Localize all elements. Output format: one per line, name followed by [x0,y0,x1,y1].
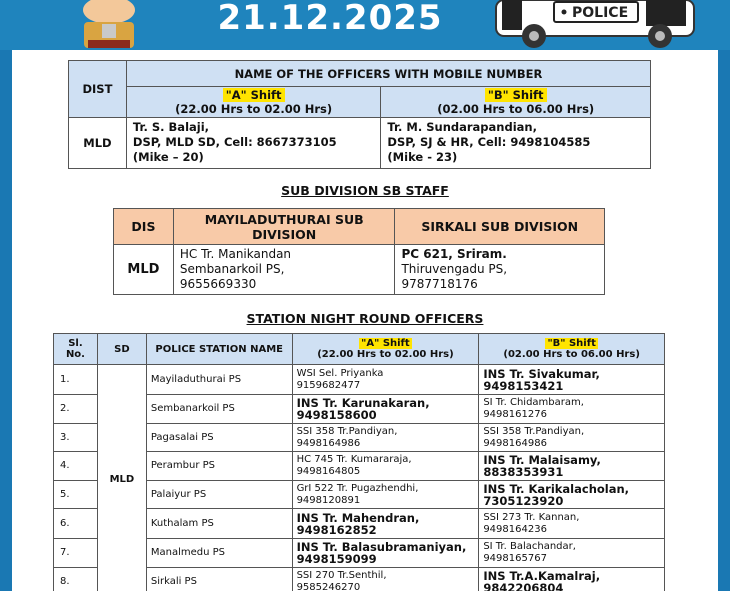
police-station-cell: Pagasalai PS [146,424,292,452]
police-station-cell: Palaiyur PS [146,481,292,509]
shift-a-officer-cell [292,395,479,424]
shift-b-name: "B" Shift [547,338,596,349]
officer-phone: 8838353931 [483,465,564,479]
shift-b-hours: (02.00 Hrs to 06.00 Hrs) [437,102,595,116]
shift-a-officer-cell [292,539,479,568]
mayil-staff-cell [173,245,395,295]
officer-name: INS Tr. Balasubramaniyan, [296,540,467,554]
officer-phone: 9498153421 [483,378,564,393]
sirkali-staff-cell [395,245,605,295]
sb-staff-title: SUB DIVISION SB STAFF [281,183,449,198]
officer-name: SSI 358 Tr.Pandiyan, [296,425,398,437]
shift-b-header [381,87,651,118]
col-sd-header: SD [97,334,146,365]
officer-phone: 9498164236 [483,523,547,535]
sno-cell: 3. [54,424,98,452]
shift-a-officer-cell [292,481,479,509]
police-station-cell: Mayiladuthurai PS [146,365,292,395]
police-station-cell: Kuthalam PS [146,509,292,539]
sno-cell: 2. [54,395,98,424]
shift-a-officer-cell [292,452,479,481]
officer-name: SSI 270 Tr.Senthil, [296,569,387,581]
shift-a-name: "A" Shift [223,88,285,102]
officer-phone: 9498120891 [296,494,361,506]
officer-phone: 9498158600 [296,408,377,422]
shift-b-officer-cell [479,509,665,539]
shift-a-officer-cell [292,365,479,395]
officer-name: HC 745 Tr. Kumararaja, [296,454,412,465]
sno-cell: 7. [54,539,98,568]
night-round-title: STATION NIGHT ROUND OFFICERS [246,311,484,326]
officer-phone: 9498161276 [483,409,547,420]
officer-name: SSI 358 Tr.Pandiyan, [483,425,585,437]
officer-name: INS Tr. Karikalacholan, [483,481,630,496]
officer-line: (Mike - 23) [387,150,458,164]
shift-b-officer [381,118,651,169]
col-sirkali-header: SIRKALI SUB DIVISION [395,209,605,245]
officer-name: SSI 273 Tr. Kannan, [483,511,580,523]
sno-cell: 5. [54,481,98,509]
shift-b-officer-cell [479,568,665,591]
police-car-icon [494,0,698,50]
svg-text:POLICE: POLICE [572,5,629,21]
sno-cell: 4. [54,452,98,481]
shift-a-hours: (22.00 Hrs to 02.00 Hrs) [175,102,333,116]
officer-phone: 9842206804 [483,580,564,591]
officer-line: DSP, SJ & HR, Cell: 9498104585 [387,135,591,149]
col-dist-header: DIST [69,61,127,118]
police-station-cell: Sembanarkoil PS [146,395,292,424]
officer-name: GrI 522 Tr. Pugazhendhi, [296,482,419,494]
header-date: 21.12.2025 [217,0,443,38]
officer-line: DSP, MLD SD, Cell: 8667373105 [132,135,337,149]
staff-line: HC Tr. Manikandan [179,247,292,261]
officer-phone: 9585246270 [296,581,361,591]
officers-title: NAME OF THE OFFICERS WITH MOBILE NUMBER [126,61,650,87]
col-ps-header: POLICE STATION NAME [146,334,292,365]
officer-phone: 9498165767 [483,553,547,564]
staff-line: Thiruvengadu PS, [401,262,508,276]
officer-line: (Mike – 20) [132,150,204,164]
police-station-cell: Perambur PS [146,452,292,481]
officers-table [68,60,651,169]
officer-name: WSI Sel. Priyanka [296,367,384,379]
shift-b-officer-cell [479,481,665,509]
table-row [54,365,665,395]
officer-name: INS Tr. Sivakumar, [483,366,600,381]
staff-line: PC 621, Sriram. [401,247,507,261]
staff-line: Sembanarkoil PS, [179,262,285,276]
officer-name: INS Tr. Mahendran, [296,510,420,525]
col-sno-header: Sl. No. [54,334,98,365]
officer-name: SI Tr. Balachandar, [483,541,576,552]
officer-phone: 9498164805 [296,466,361,477]
officer-line: Tr. M. Sundarapandian, [387,120,537,134]
col-shift-a-header [292,334,479,365]
police-station-cell: Sirkali PS [146,568,292,591]
shift-a-officer-cell [292,509,479,539]
sno-cell: 6. [54,509,98,539]
col-shift-b-header [479,334,665,365]
sno-cell: 1. [54,365,98,395]
police-mascot-icon [66,0,152,48]
officer-name: INS Tr. Karunakaran, [296,396,430,410]
sd-cell: MLD [97,365,146,591]
staff-line: 9787718176 [401,277,478,291]
col-mayil-header: MAYILADUTHURAI SUB DIVISION [173,209,395,245]
night-round-body [54,365,665,591]
officer-name: SI Tr. Chidambaram, [483,397,584,408]
officer-name: INS Tr.A.Kamalraj, [483,568,601,583]
officer-phone: 9498162852 [296,522,377,537]
shift-a-officer-cell [292,424,479,452]
shift-a-header [126,87,381,118]
officer-phone: 9498164986 [483,437,547,449]
shift-a-officer [126,118,381,169]
sb-staff-table [113,208,605,295]
shift-b-hours: (02.00 Hrs to 06.00 Hrs) [503,349,640,360]
police-station-cell: Manalmedu PS [146,539,292,568]
dis-cell: MLD [114,245,174,295]
shift-b-officer-cell [479,539,665,568]
shift-a-officer-cell [292,568,479,591]
header-banner [0,0,730,50]
shift-b-officer-cell [479,452,665,481]
officer-phone: 9498164986 [296,437,361,449]
night-round-table [53,333,665,591]
col-dis-header: DIS [114,209,174,245]
staff-line: 9655669330 [179,277,257,291]
shift-b-officer-cell [479,365,665,395]
shift-b-officer-cell [479,424,665,452]
shift-b-officer-cell [479,395,665,424]
officer-phone: 7305123920 [483,493,564,508]
officer-line: Tr. S. Balaji, [132,120,210,134]
dist-cell: MLD [69,118,127,169]
shift-b-name: "B" Shift [485,88,547,102]
shift-a-name: "A" Shift [361,338,410,349]
officer-phone: 9159682477 [296,379,361,391]
sno-cell: 8. [54,568,98,591]
officer-name: INS Tr. Malaisamy, [483,453,601,467]
officer-phone: 9498159099 [296,552,377,566]
shift-a-hours: (22.00 Hrs to 02.00 Hrs) [317,349,454,360]
